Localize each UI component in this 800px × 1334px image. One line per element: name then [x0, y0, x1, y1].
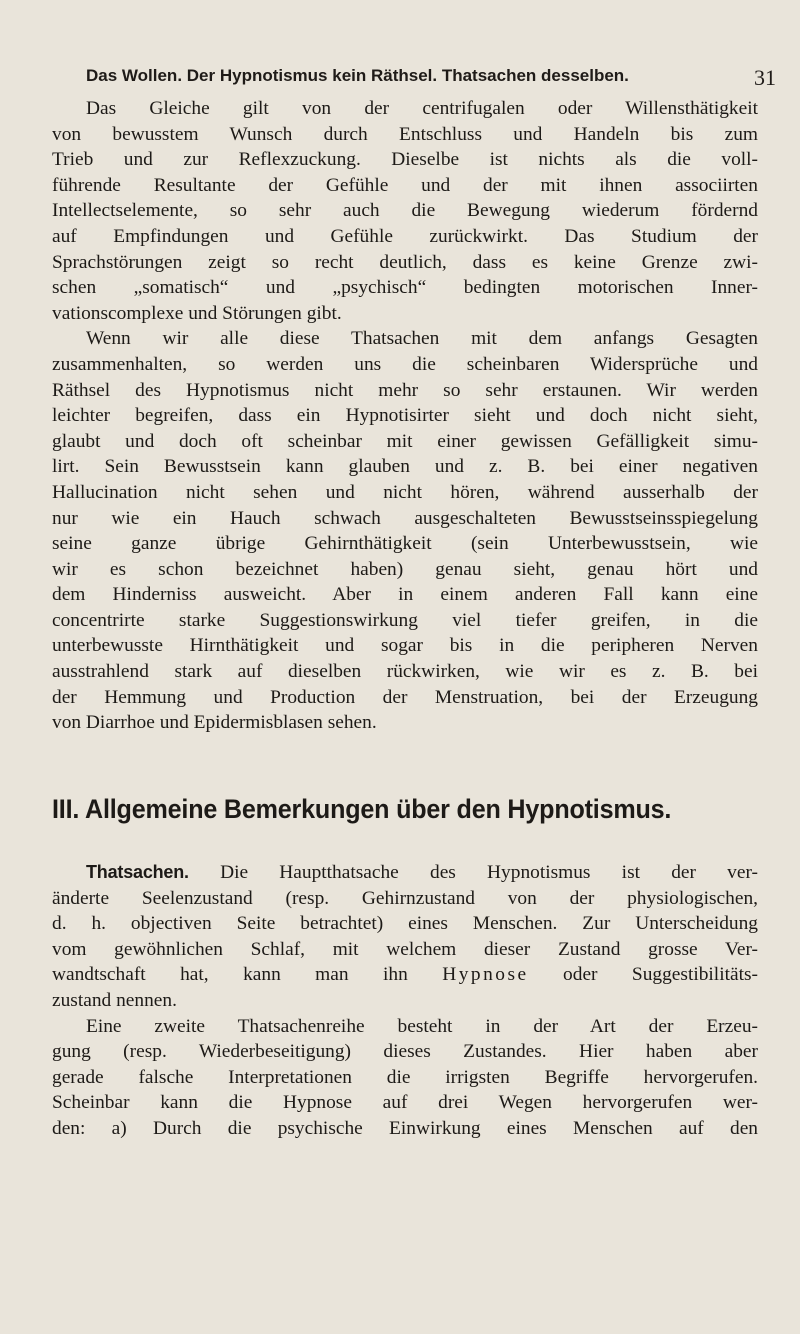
page-number: 31	[754, 65, 776, 90]
text-line: den: a) Durch die psychische Einwirkung eines Menschen auf den	[52, 1117, 758, 1139]
text-fragment: oder Suggestibilitäts-	[563, 964, 758, 986]
text-line: führende Resultante der Gefühle und der mit ihnen associirten	[52, 174, 758, 196]
text-line: Hallucination nicht sehen und nicht hören, während ausserhalb der	[52, 481, 758, 503]
text-line: von Diarrhoe und Epidermisblasen sehen.	[52, 712, 377, 734]
text-line	[52, 962, 758, 988]
text-line: Räthsel des Hypnotismus nicht mehr so sehr erstaunen. Wir werden	[52, 379, 758, 401]
text-line: gerade falsche Interpretationen die irrigsten Begriffe hervorgerufen.	[52, 1066, 758, 1088]
text-line: zusammenhalten, so werden uns die scheinbaren Widersprüche und	[52, 353, 758, 375]
running-head	[86, 66, 776, 94]
text-line: Trieb und zur Reflexzuckung. Dieselbe ist nichts als die voll-	[52, 149, 758, 171]
text-line: auf Empfindungen und Gefühle zurückwirkt. Das Studium der	[52, 225, 758, 247]
text-line: leichter begreifen, dass ein Hypnotisirter sieht und doch nicht sieht,	[52, 405, 758, 427]
text-line: ausstrahlend stark auf dieselben rückwirken, wie wir es z. B. bei	[52, 661, 758, 683]
body-text	[52, 96, 758, 736]
text-line: vom gewöhnlichen Schlaf, mit welchem dieser Zustand grosse Ver-	[52, 938, 758, 960]
text-fragment: wandtschaft hat, kann man ihn	[52, 964, 408, 986]
text-line: lirt. Sein Bewusstsein kann glauben und z. B. bei einer negativen	[52, 456, 758, 478]
running-head-title: Das Wollen. Der Hypnotismus kein Räthsel. Thatsachen desselben.	[86, 66, 629, 85]
text-fragment: Die Hauptthatsache des Hypnotismus ist der ver-	[220, 862, 758, 883]
text-line: d. h. objectiven Seite betrachtet) eines Menschen. Zur Unterscheidung	[52, 913, 758, 935]
emphasized-term: Hypnose	[442, 964, 529, 986]
text-line: Sprachstörungen zeigt so recht deutlich, dass es keine Grenze zwi-	[52, 251, 758, 273]
text-line: Scheinbar kann die Hypnose auf drei Wegen hervorgerufen wer-	[52, 1092, 758, 1114]
run-in-heading: Thatsachen.	[86, 862, 189, 882]
text-line: schen „somatisch“ und „psychisch“ bedingten motorischen Inner-	[52, 277, 758, 299]
section-heading: III. Allgemeine Bemerkungen über den Hypnotismus.	[52, 794, 672, 824]
text-line: zustand nennen.	[52, 989, 177, 1011]
text-line: nur wie ein Hauch schwach ausgeschalteten Bewusstseinsspiegelung	[52, 507, 758, 529]
text-line: glaubt und doch oft scheinbar mit einer gewissen Gefälligkeit simu-	[52, 430, 758, 452]
text-line: änderte Seelenzustand (resp. Gehirnzustand von der physiologischen,	[52, 887, 758, 909]
text-line: Intellectselemente, so sehr auch die Bewegung wiederum fördernd	[52, 200, 758, 222]
section-text	[52, 860, 758, 1142]
text-line: concentrirte starke Suggestionswirkung viel tiefer greifen, in die	[52, 609, 758, 631]
text-line: vationscomplexe und Störungen gibt.	[52, 302, 342, 324]
text-line	[52, 860, 758, 886]
text-line: unterbewusste Hirnthätigkeit und sogar bis in die peripheren Nerven	[52, 635, 758, 657]
text-line: seine ganze übrige Gehirnthätigkeit (sein Unterbewusstsein, wie	[52, 533, 758, 555]
text-line: Das Gleiche gilt von der centrifugalen oder Willensthätigkeit	[86, 98, 758, 119]
text-line: Eine zweite Thatsachenreihe besteht in der Art der Erzeu-	[86, 1015, 758, 1037]
text-line: wir es schon bezeichnet haben) genau sieht, genau hört und	[52, 558, 758, 580]
text-line: Wenn wir alle diese Thatsachen mit dem anfangs Gesagten	[86, 328, 758, 350]
text-line: von bewusstem Wunsch durch Entschluss und Handeln bis zum	[52, 123, 758, 145]
text-line: gung (resp. Wiederbeseitigung) dieses Zustandes. Hier haben aber	[52, 1041, 758, 1063]
text-line: dem Hinderniss ausweicht. Aber in einem anderen Fall kann eine	[52, 584, 758, 606]
text-line: der Hemmung und Production der Menstruation, bei der Erzeugung	[52, 686, 758, 708]
